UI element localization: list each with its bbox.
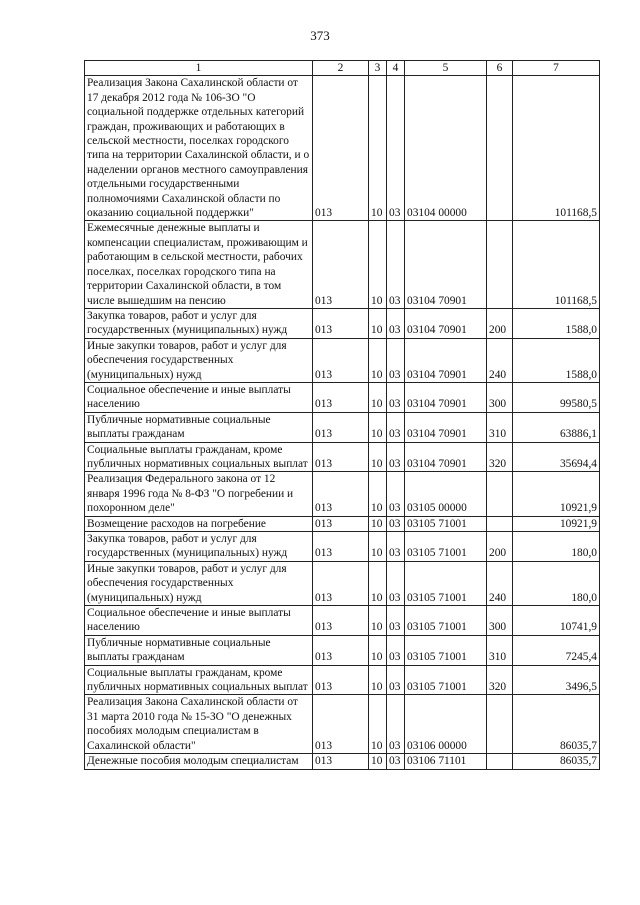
grbs-code-cell: 013 — [313, 221, 369, 308]
subsection-code-cell: 03 — [387, 561, 405, 605]
subsection-code-cell: 03 — [387, 516, 405, 531]
expense-type-cell: 310 — [487, 635, 513, 665]
subsection-code-cell: 03 — [387, 412, 405, 442]
grbs-code-cell: 013 — [313, 412, 369, 442]
item-name-cell: Социальное обеспечение и иные выплаты населению — [85, 382, 313, 412]
target-article-cell: 03105 71001 — [405, 635, 487, 665]
subsection-code-cell: 03 — [387, 635, 405, 665]
table-row — [85, 412, 600, 442]
grbs-code-cell: 013 — [313, 516, 369, 531]
item-name-cell: Реализация Федерального закона от 12 января 1996 года № 8-ФЗ "О погребении и похоронном деле" — [85, 472, 313, 516]
table-row — [85, 76, 600, 221]
target-article-cell: 03104 70901 — [405, 382, 487, 412]
table-row — [85, 442, 600, 472]
amount-cell: 10921,9 — [513, 472, 600, 516]
table-row — [85, 532, 600, 562]
subsection-code-cell: 03 — [387, 442, 405, 472]
section-code-cell: 10 — [369, 635, 387, 665]
target-article-cell: 03106 71101 — [405, 754, 487, 769]
section-code-cell: 10 — [369, 532, 387, 562]
grbs-code-cell: 013 — [313, 695, 369, 754]
item-name-cell: Ежемесячные денежные выплаты и компенсации специалистам, проживающим и работающим в сельской местности, рабочих поселках, поселках городского типа на территории Сахалинской области, в том числе вышедшим на пенсию — [85, 221, 313, 308]
grbs-code-cell: 013 — [313, 665, 369, 695]
item-name-cell: Социальные выплаты гражданам, кроме публичных нормативных социальных выплат — [85, 665, 313, 695]
subsection-code-cell: 03 — [387, 308, 405, 338]
amount-cell: 86035,7 — [513, 754, 600, 769]
item-name-cell: Социальные выплаты гражданам, кроме публичных нормативных социальных выплат — [85, 442, 313, 472]
section-code-cell: 10 — [369, 695, 387, 754]
expense-type-cell — [487, 516, 513, 531]
table-row — [85, 754, 600, 769]
section-code-cell: 10 — [369, 472, 387, 516]
item-name-cell: Публичные нормативные социальные выплаты гражданам — [85, 412, 313, 442]
amount-cell: 63886,1 — [513, 412, 600, 442]
item-name-cell: Возмещение расходов на погребение — [85, 516, 313, 531]
item-name-cell: Иные закупки товаров, работ и услуг для обеспечения государственных (муниципальных) нужд — [85, 561, 313, 605]
item-name-cell: Закупка товаров, работ и услуг для государственных (муниципальных) нужд — [85, 532, 313, 562]
column-header: 6 — [487, 61, 513, 76]
amount-cell: 99580,5 — [513, 382, 600, 412]
subsection-code-cell: 03 — [387, 532, 405, 562]
grbs-code-cell: 013 — [313, 338, 369, 382]
item-name-cell: Социальное обеспечение и иные выплаты населению — [85, 606, 313, 636]
subsection-code-cell: 03 — [387, 665, 405, 695]
table-row — [85, 472, 600, 516]
section-code-cell: 10 — [369, 516, 387, 531]
column-header: 3 — [369, 61, 387, 76]
section-code-cell: 10 — [369, 561, 387, 605]
grbs-code-cell: 013 — [313, 561, 369, 605]
expense-type-cell — [487, 472, 513, 516]
expense-type-cell — [487, 754, 513, 769]
target-article-cell: 03104 70901 — [405, 338, 487, 382]
amount-cell: 7245,4 — [513, 635, 600, 665]
target-article-cell: 03105 71001 — [405, 516, 487, 531]
expense-type-cell: 300 — [487, 382, 513, 412]
page-number: 373 — [310, 28, 330, 43]
expense-type-cell — [487, 76, 513, 221]
table-row — [85, 382, 600, 412]
amount-cell: 1588,0 — [513, 308, 600, 338]
target-article-cell: 03105 71001 — [405, 532, 487, 562]
table-row — [85, 308, 600, 338]
table-header-row — [85, 61, 600, 76]
section-code-cell: 10 — [369, 221, 387, 308]
grbs-code-cell: 013 — [313, 635, 369, 665]
table-row — [85, 516, 600, 531]
amount-cell: 86035,7 — [513, 695, 600, 754]
subsection-code-cell: 03 — [387, 221, 405, 308]
target-article-cell: 03104 70901 — [405, 308, 487, 338]
target-article-cell: 03105 00000 — [405, 472, 487, 516]
subsection-code-cell: 03 — [387, 76, 405, 221]
section-code-cell: 10 — [369, 338, 387, 382]
target-article-cell: 03105 71001 — [405, 665, 487, 695]
item-name-cell: Денежные пособия молодым специалистам — [85, 754, 313, 769]
target-article-cell: 03104 00000 — [405, 76, 487, 221]
table-row — [85, 561, 600, 605]
expense-type-cell: 320 — [487, 442, 513, 472]
amount-cell: 35694,4 — [513, 442, 600, 472]
table-row — [85, 338, 600, 382]
amount-cell: 180,0 — [513, 561, 600, 605]
section-code-cell: 10 — [369, 412, 387, 442]
column-header: 4 — [387, 61, 405, 76]
expense-type-cell: 200 — [487, 308, 513, 338]
section-code-cell: 10 — [369, 76, 387, 221]
expense-type-cell: 200 — [487, 532, 513, 562]
subsection-code-cell: 03 — [387, 382, 405, 412]
column-header: 2 — [313, 61, 369, 76]
expense-type-cell — [487, 221, 513, 308]
section-code-cell: 10 — [369, 308, 387, 338]
table-row — [85, 635, 600, 665]
table-row — [85, 221, 600, 308]
expense-type-cell — [487, 695, 513, 754]
item-name-cell: Реализация Закона Сахалинской области от 17 декабря 2012 года № 106-ЗО "О социальной поддержке отдельных категорий граждан, проживающих и работающих в сельской местности, поселках городского типа на территории Сахалинской области, и о наделении органов местного самоуправления отдельными государственными полномочиями Сахалинской области по оказанию социальной поддержки" — [85, 76, 313, 221]
amount-cell: 1588,0 — [513, 338, 600, 382]
grbs-code-cell: 013 — [313, 308, 369, 338]
grbs-code-cell: 013 — [313, 382, 369, 412]
target-article-cell: 03106 00000 — [405, 695, 487, 754]
expense-type-cell: 240 — [487, 561, 513, 605]
section-code-cell: 10 — [369, 665, 387, 695]
grbs-code-cell: 013 — [313, 754, 369, 769]
column-header: 7 — [513, 61, 600, 76]
target-article-cell: 03105 71001 — [405, 606, 487, 636]
column-header: 1 — [85, 61, 313, 76]
subsection-code-cell: 03 — [387, 754, 405, 769]
amount-cell: 101168,5 — [513, 76, 600, 221]
amount-cell: 10921,9 — [513, 516, 600, 531]
subsection-code-cell: 03 — [387, 606, 405, 636]
section-code-cell: 10 — [369, 754, 387, 769]
column-header: 5 — [405, 61, 487, 76]
amount-cell: 3496,5 — [513, 665, 600, 695]
section-code-cell: 10 — [369, 606, 387, 636]
item-name-cell: Закупка товаров, работ и услуг для государственных (муниципальных) нужд — [85, 308, 313, 338]
table-body — [85, 76, 600, 769]
budget-table — [84, 60, 600, 770]
section-code-cell: 10 — [369, 382, 387, 412]
grbs-code-cell: 013 — [313, 532, 369, 562]
expense-type-cell: 310 — [487, 412, 513, 442]
expense-type-cell: 320 — [487, 665, 513, 695]
table-row — [85, 695, 600, 754]
table-row — [85, 665, 600, 695]
grbs-code-cell: 013 — [313, 472, 369, 516]
item-name-cell: Публичные нормативные социальные выплаты гражданам — [85, 635, 313, 665]
amount-cell: 101168,5 — [513, 221, 600, 308]
target-article-cell: 03104 70901 — [405, 442, 487, 472]
target-article-cell: 03104 70901 — [405, 221, 487, 308]
grbs-code-cell: 013 — [313, 606, 369, 636]
expense-type-cell: 300 — [487, 606, 513, 636]
section-code-cell: 10 — [369, 442, 387, 472]
target-article-cell: 03104 70901 — [405, 412, 487, 442]
item-name-cell: Реализация Закона Сахалинской области от 31 марта 2010 года № 15-ЗО "О денежных пособиях молодым специалистам в Сахалинской области" — [85, 695, 313, 754]
grbs-code-cell: 013 — [313, 442, 369, 472]
subsection-code-cell: 03 — [387, 695, 405, 754]
table-row — [85, 606, 600, 636]
amount-cell: 10741,9 — [513, 606, 600, 636]
grbs-code-cell: 013 — [313, 76, 369, 221]
item-name-cell: Иные закупки товаров, работ и услуг для обеспечения государственных (муниципальных) нужд — [85, 338, 313, 382]
expense-type-cell: 240 — [487, 338, 513, 382]
subsection-code-cell: 03 — [387, 472, 405, 516]
subsection-code-cell: 03 — [387, 338, 405, 382]
amount-cell: 180,0 — [513, 532, 600, 562]
target-article-cell: 03105 71001 — [405, 561, 487, 605]
